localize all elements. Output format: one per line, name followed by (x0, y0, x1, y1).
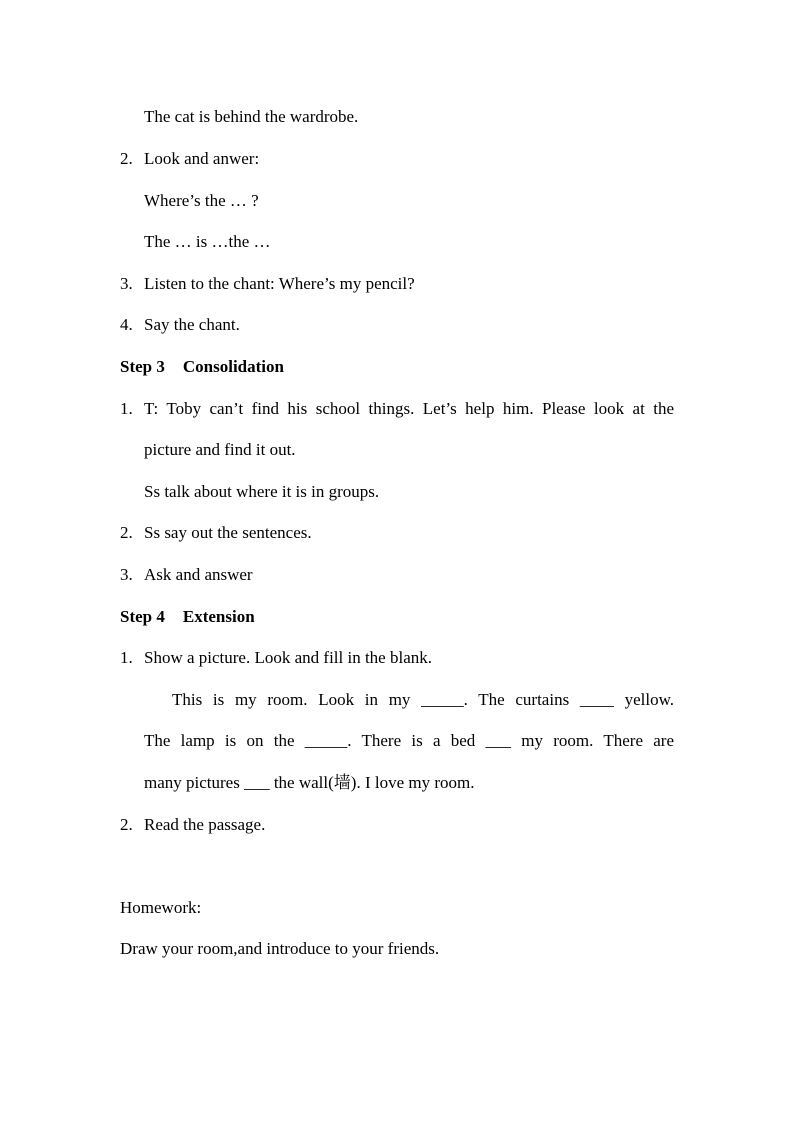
list-text: Read the passage. (144, 815, 266, 834)
homework-text: Draw your room,and introduce to your friends. (120, 939, 440, 958)
text-line: picture and find it out. (144, 440, 296, 459)
list-item (120, 648, 432, 668)
list-item (120, 565, 253, 585)
list-number: 2. (120, 149, 133, 168)
text-line: The … is …the … (144, 232, 271, 251)
step-title: Consolidation (182, 357, 284, 376)
text-line: Where’s the … ? (144, 191, 259, 210)
list-number: 1. (120, 399, 133, 418)
list-text: Say the chant. (144, 315, 240, 334)
list-text: Look and anwer: (144, 149, 260, 168)
list-text: Listen to the chant: Where’s my pencil? (144, 274, 415, 293)
passage-line: The lamp is on the _____. There is a bed ___ my room. There are (144, 731, 674, 750)
step-label: Step 3 (120, 357, 165, 376)
step-label: Step 4 (120, 607, 165, 626)
list-text: T: Toby can’t find his school things. Let’s help him. Please look at the (144, 399, 674, 418)
passage-line: many pictures ___ the wall(墙). I love my room. (144, 773, 475, 792)
list-item (120, 815, 265, 835)
list-number: 3. (120, 274, 133, 293)
list-item (120, 399, 144, 419)
list-text: Ask and answer (144, 565, 253, 584)
list-item (120, 523, 312, 543)
list-item (120, 315, 240, 335)
list-text: Show a picture. Look and fill in the blank. (144, 648, 432, 667)
list-number: 2. (120, 815, 133, 834)
homework-label: Homework: (120, 898, 202, 917)
text-line: The cat is behind the wardrobe. (144, 107, 359, 126)
list-text: Ss say out the sentences. (144, 523, 312, 542)
passage-line: This is my room. Look in my _____. The curtains ____ yellow. (172, 690, 674, 709)
step-title: Extension (182, 607, 255, 626)
list-item (120, 149, 259, 169)
list-number: 4. (120, 315, 133, 334)
list-number: 2. (120, 523, 133, 542)
list-number: 3. (120, 565, 133, 584)
section-heading (120, 607, 255, 627)
list-number: 1. (120, 648, 133, 667)
list-item (120, 274, 415, 294)
text-line: Ss talk about where it is in groups. (144, 482, 380, 501)
section-heading (120, 357, 284, 377)
